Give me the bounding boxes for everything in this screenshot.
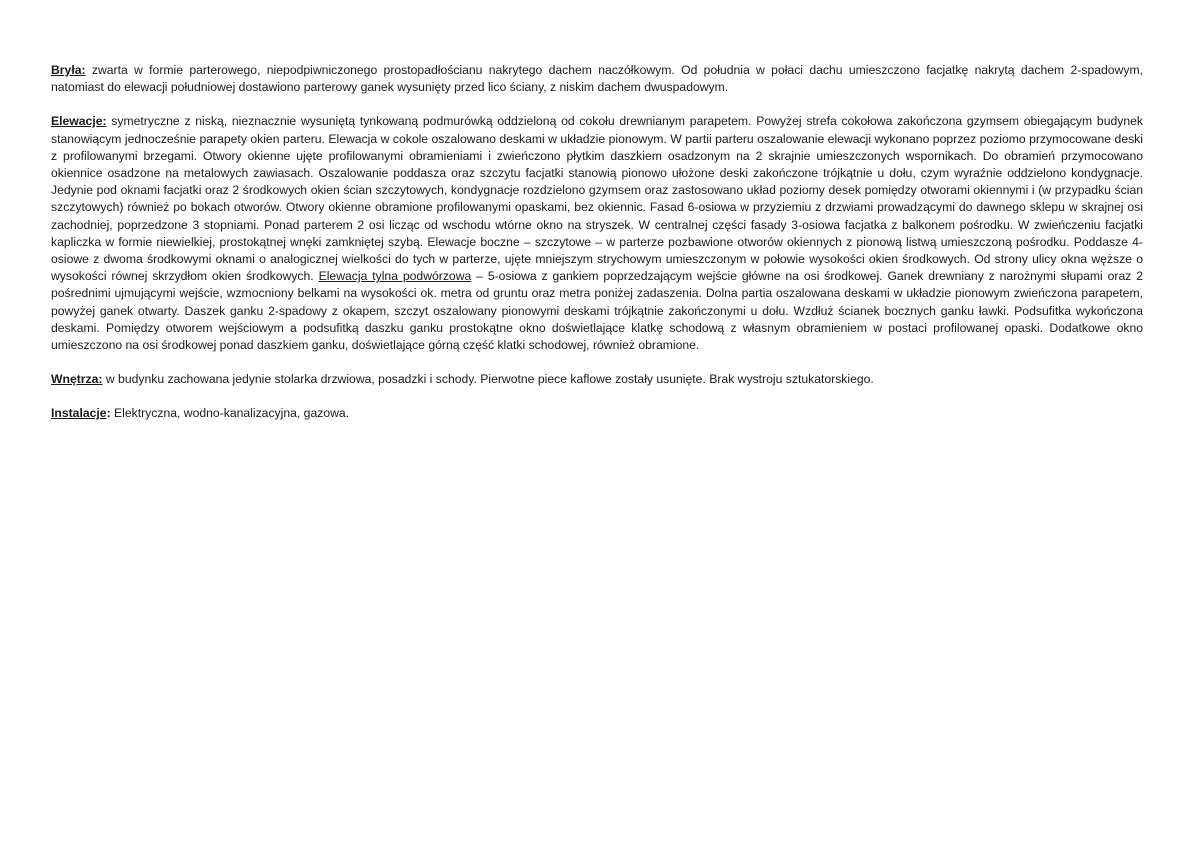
section-elewacje xyxy=(51,113,1143,354)
section-text-bryla: zwarta w formie parterowego, niepodpiwniczonego prostopadłościanu nakrytego dachem naczółkowym. Od południa w połaci dachu umieszczono facjatkę nakrytą dachem 2-spadowym, natomiast do elewacji południowej dostawiono parterowy ganek wysunięty przed lico ściany, z niskim dachem dwuspadowym. xyxy=(51,63,1143,95)
section-wnetrza xyxy=(51,371,1143,388)
underlined-phrase-elewacja-tylna: Elewacja tylna podwórzowa xyxy=(318,269,472,284)
section-label-wnetrza: Wnętrza: xyxy=(51,372,103,387)
section-text-elewacje-part1: symetryczne z niską, nieznacznie wysuniętą tynkowaną podmurówką oddzieloną od cokołu drewnianym parapetem. Powyżej strefa cokołowa zakończona gzymsem obiegającym budynek stanowiącym jednocześnie parapety okien parteru. Elewacja w cokole oszalowano deskami w układzie pionowym. W partii parteru oszalowanie elewacji wykonano poprzez poziomo przymocowane deski z profilowanymi brzegami. Otwory okienne ujęte profilowanymi obramieniami i zwieńczono płytkim daszkiem osadzonym na 2 skrajnie umieszczonych wspornikach. Do obramień przymocowano okiennice osadzone na metalowych zawiasach. Oszalowanie poddasza oraz szczytu facjatki stanowią pionowo ułożone deski zakończone trójkątnie u dołu, czym wyraźnie oddzielono kondygnacje. Jedynie pod oknami facjatki oraz 2 środkowych okien ścian szczytowych, kondygnacje rozdzielono gzymsem oraz zastosowano układ poziomy desek pomiędzy otworami okiennymi i (w przypadku ścian szczytowych) również po bokach otworów. Otwory okienne obramione profilowanymi opaskami, bez okiennic. Fasad 6-osiowa w przyziemiu z drzwiami prowadzącymi do dawnego sklepu w skrajnej osi zachodniej, poprzedzone 3 stopniami. Ponad parterem 2 osi licząc od wschodu wtórne okno na stryszek. W centralnej części fasady 3-osiowa facjatka z balkonem pośrodku. W zwieńczeniu facjatki kapliczka w formie niewielkiej, prostokątnej wnęki zamkniętej szybą. Elewacje boczne – szczytowe – w parterze pozbawione otworów okiennych z pionową listwą umieszczoną pośrodku. Poddasze 4-osiowe z dwoma środkowymi oknami o analogicznej wielkości do tych w parterze, ujęte mniejszym strychowym umieszczonym w połowie wysokości okien środkowych. Od strony ulicy okna węższe o wysokości równej skrzydłom okien środkowych. xyxy=(51,114,1143,284)
section-text-elewacje-part2: – 5-osiowa z gankiem poprzedzającym wejście główne na osi środkowej. Ganek drewniany z narożnymi słupami oraz 2 pośrednimi ujmującymi wejście, wzmocniony belkami na wysokości ok. metra od gruntu oraz metra poniżej zadaszenia. Dolna partia oszalowana deskami w układzie pionowym zwieńczona parapetem, powyżej ganek otwarty. Daszek ganku 2-spadowy z okapem, szczyt oszalowany pionowymi deskami trójkątnie zakończonymi u dołu. Wzdłuż ścianek bocznych ganku ławki. Podsufitka wykończona deskami. Pomiędzy otworem wejściowym a podsufitką daszku ganku prostokątne okno doświetlające klatkę schodową z własnym obramieniem w postaci profilowanej opaski. Dodatkowe okno umieszczono na osi środkowej ponad daszkiem ganku, doświetlające górną część klatki schodowej, również obramione. xyxy=(51,269,1143,353)
section-label-instalacje: Instalacje xyxy=(51,406,107,421)
section-label-suffix-instalacje: : xyxy=(106,406,111,421)
section-label-bryla: Bryła: xyxy=(51,63,86,77)
section-bryla xyxy=(51,62,1143,96)
document-page xyxy=(51,62,1143,423)
section-label-elewacje: Elewacje: xyxy=(51,114,107,129)
section-text-wnetrza: w budynku zachowana jedynie stolarka drzwiowa, posadzki i schody. Pierwotne piece kaflowe zostały usunięte. Brak wystroju sztukatorskiego. xyxy=(102,372,874,387)
section-instalacje xyxy=(51,405,1143,422)
section-text-instalacje: Elektryczna, wodno-kanalizacyjna, gazowa. xyxy=(110,406,350,421)
